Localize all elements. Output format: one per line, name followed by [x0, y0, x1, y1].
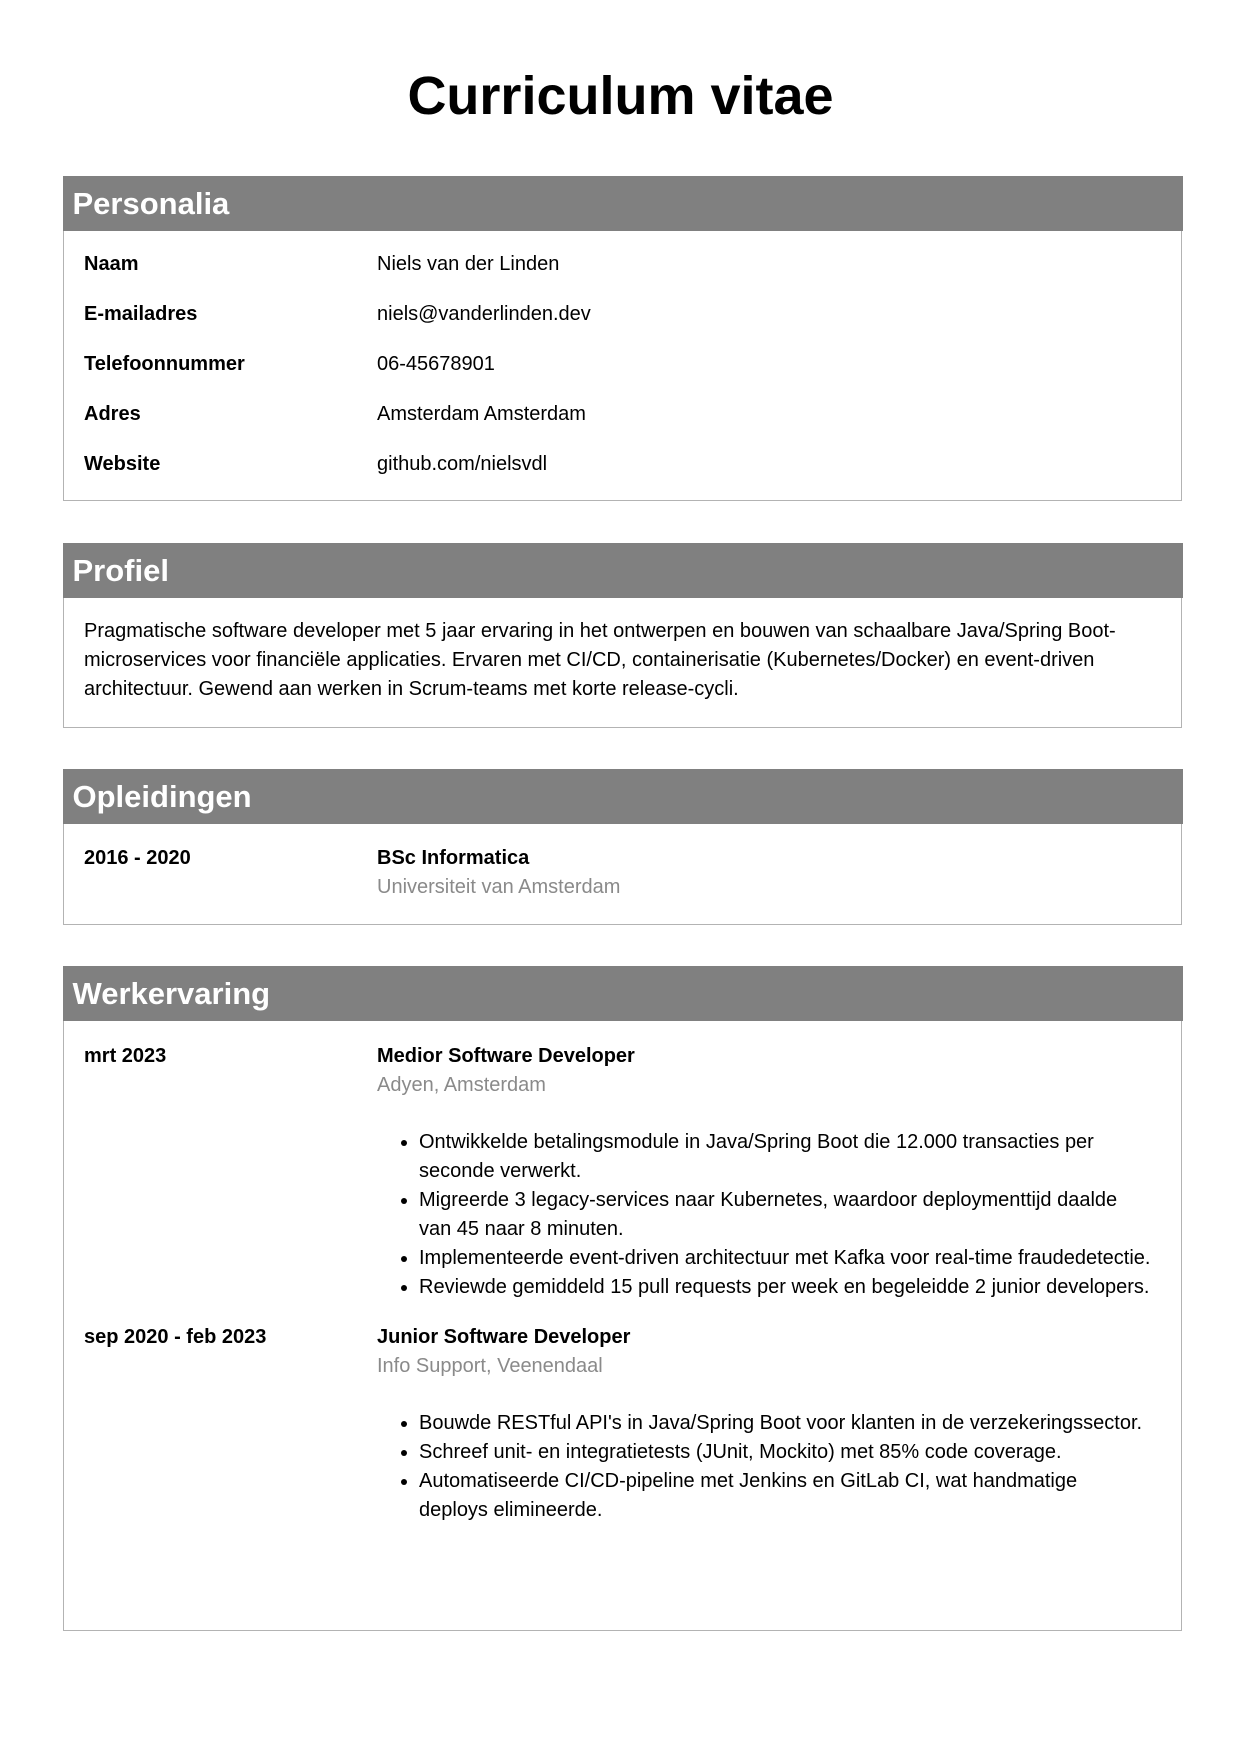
opleidingen-section: [63, 769, 1182, 925]
personalia-row-email: [64, 289, 1181, 339]
profiel-header: Profiel: [63, 543, 1183, 598]
job-bullet: • Bouwde RESTful API's in Java/Spring Boot voor klanten in de verzekeringssector.: [419, 1409, 1181, 1438]
profiel-section: [63, 543, 1182, 728]
job-entry: [64, 1021, 1181, 1302]
personalia-row-website: [64, 439, 1181, 489]
personalia-value: github.com/nielsvdl: [377, 452, 548, 475]
education-institution: Universiteit van Amsterdam: [377, 875, 621, 898]
job-title: Medior Software Developer: [377, 1044, 635, 1067]
opleidingen-header: Opleidingen: [63, 769, 1183, 824]
personalia-value: Niels van der Linden: [377, 252, 560, 275]
personalia-label: Telefoonnummer: [84, 352, 245, 375]
job-body: [377, 1323, 1181, 1525]
personalia-row-address: [64, 389, 1181, 439]
job-entry: [64, 1302, 1181, 1525]
profile-text: Pragmatische software developer met 5 jaar ervaring in het ontwerpen en bouwen van schaalbare Java/Spring Boot-microservices voor financiële applicaties. Ervaren met CI/CD, containerisatie (Kubernetes/Docker) en event-driven architectuur. Gewend aan werken in Scrum-teams met korte release-cycli.: [84, 619, 1116, 700]
job-bullet: • Implementeerde event-driven architectuur met Kafka voor real-time fraudedetectie.: [419, 1244, 1181, 1273]
job-body: [377, 1042, 1181, 1302]
education-body: [377, 844, 1181, 902]
personalia-label: E-mailadres: [84, 302, 198, 325]
job-bullet: • Reviewde gemiddeld 15 pull requests per week en begeleidde 2 junior developers.: [419, 1273, 1181, 1302]
personalia-value: Amsterdam Amsterdam: [377, 402, 586, 425]
job-bullet: • Automatiseerde CI/CD-pipeline met Jenkins en GitLab CI, wat handmatige deploys elimineerde.: [419, 1467, 1181, 1525]
job-bullet: • Schreef unit- en integratietests (JUnit, Mockito) met 85% code coverage.: [419, 1438, 1181, 1467]
education-period: 2016 - 2020: [84, 846, 191, 869]
personalia-label: Naam: [84, 252, 139, 275]
job-period: mrt 2023: [84, 1044, 167, 1067]
job-bullets: [377, 1128, 1181, 1302]
job-period: sep 2020 - feb 2023: [84, 1325, 267, 1348]
job-title: Junior Software Developer: [377, 1325, 631, 1348]
job-bullet: • Ontwikkelde betalingsmodule in Java/Spring Boot die 12.000 transacties per seconde verwerkt.: [419, 1128, 1181, 1186]
job-bullets: [377, 1409, 1181, 1525]
page-title: Curriculum vitae: [407, 66, 834, 126]
personalia-header: Personalia: [63, 176, 1183, 231]
education-degree: BSc Informatica: [377, 846, 530, 869]
education-entry: [64, 824, 1181, 902]
job-bullet: • Migreerde 3 legacy-services naar Kubernetes, waardoor deploymenttijd daalde van 45 naar 8 minuten.: [419, 1186, 1181, 1244]
werkervaring-section: [63, 966, 1182, 1631]
personalia-label: Website: [84, 452, 161, 475]
personalia-value: 06-45678901: [377, 352, 495, 375]
personalia-section: [63, 176, 1182, 501]
personalia-label: Adres: [84, 402, 141, 425]
job-company: Info Support, Veenendaal: [377, 1354, 603, 1377]
job-company: Adyen, Amsterdam: [377, 1073, 546, 1096]
personalia-row-name: [64, 239, 1181, 289]
werkervaring-header: Werkervaring: [63, 966, 1183, 1021]
personalia-row-phone: [64, 339, 1181, 389]
personalia-value: niels@vanderlinden.dev: [377, 302, 591, 325]
